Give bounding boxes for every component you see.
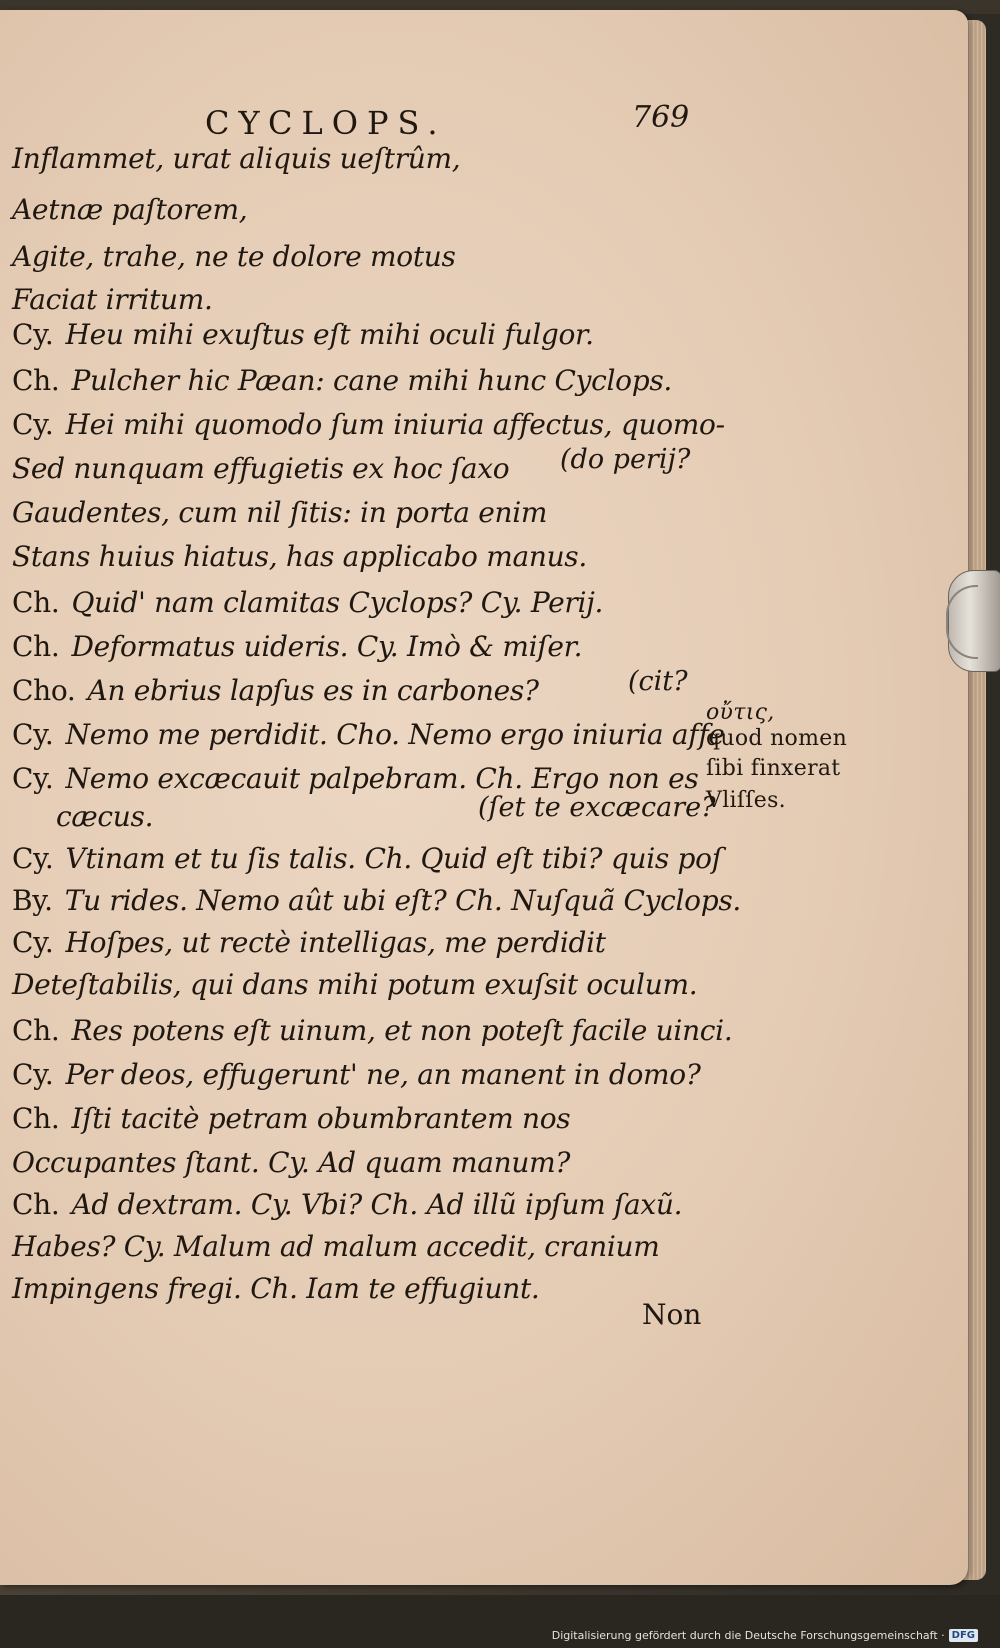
text-line: Ch. Pulcher hic Pæan: cane mihi hunc Cyclops. — [12, 364, 672, 397]
text-line: Stans huius hiatus, has applicabo manus. — [12, 540, 587, 573]
text-line: Ch. Deformatus uideris. Cy. Imò & miſer. — [12, 630, 583, 663]
text-line: Faciat irritum. — [12, 283, 213, 316]
funding-footer — [552, 1629, 978, 1642]
running-head: CYCLOPS. — [205, 104, 447, 142]
text-line: Cy. Vtinam et tu ſis talis. Ch. Quid eſt tibi? quis poſ — [12, 842, 722, 875]
text-line: Impingens fregi. Ch. Iam te effugiunt. — [12, 1272, 540, 1305]
funding-text: Digitalisierung gefördert durch die Deutsche Forschungsgemeinschaft · — [551, 1629, 945, 1642]
turnover-fragment: (ſet te excæcare? — [478, 792, 716, 823]
text-line: Occupantes ſtant. Cy. Ad quam manum? — [12, 1146, 571, 1179]
margin-note-line: quod nomen — [706, 726, 848, 751]
margin-note-line: Vliſſes. — [706, 788, 786, 813]
turnover-fragment: (cit? — [628, 666, 688, 697]
text-line: Inflammet, urat aliquis ueſtrûm, — [12, 142, 461, 175]
text-line: Sed nunquam effugietis ex hoc ſaxo — [12, 452, 510, 485]
margin-note-line: οὔτις, — [706, 700, 775, 725]
text-line: Ch. Res potens eſt uinum, et non poteſt facile uinci. — [12, 1014, 733, 1047]
text-line: Agite, trahe, ne te dolore motus — [12, 240, 456, 273]
text-line: Aetnæ paſtorem, — [12, 193, 248, 226]
text-line: Cy. Hoſpes, ut rectè intelligas, me perdidit — [12, 926, 606, 959]
text-line: Cy. Nemo excæcauit palpebram. Ch. Ergo non es — [12, 762, 699, 795]
text-line: Ch. Iſti tacitè petram obumbrantem nos — [12, 1102, 571, 1135]
text-line: Cy. Per deos, effugerunt' ne, an manent in domo? — [12, 1058, 701, 1091]
text-line: Gaudentes, cum nil ſitis: in porta enim — [12, 496, 548, 529]
page-number: 769 — [632, 100, 690, 135]
text-line: Cho. An ebrius lapſus es in carbones? — [12, 674, 539, 707]
text-line: Deteſtabilis, qui dans mihi potum exuſsit oculum. — [12, 968, 698, 1001]
text-line: Ch. Ad dextram. Cy. Vbi? Ch. Ad illũ ipſum ſaxũ. — [12, 1188, 683, 1221]
text-line: Cy. Hei mihi quomodo ſum iniuria affectus, quomo- — [12, 408, 725, 441]
text-line: Habes? Cy. Malum ad malum accedit, cranium — [12, 1230, 660, 1263]
margin-note-line: ſibi finxerat — [706, 756, 841, 781]
text-line: cæcus. — [56, 800, 154, 833]
turnover-fragment: (do perij? — [560, 444, 691, 475]
text-line: Cy. Heu mihi exuſtus eſt mihi oculi fulgor. — [12, 318, 594, 351]
text-line: Cy. Nemo me perdidit. Cho. Nemo ergo iniuria affe — [12, 718, 725, 751]
catchword: Non — [642, 1298, 702, 1331]
dfg-logo: DFG — [949, 1629, 978, 1642]
text-line: By. Tu rides. Nemo aût ubi eſt? Ch. Nuſquã Cyclops. — [12, 884, 742, 917]
text-line: Ch. Quid' nam clamitas Cyclops? Cy. Perij. — [12, 586, 604, 619]
